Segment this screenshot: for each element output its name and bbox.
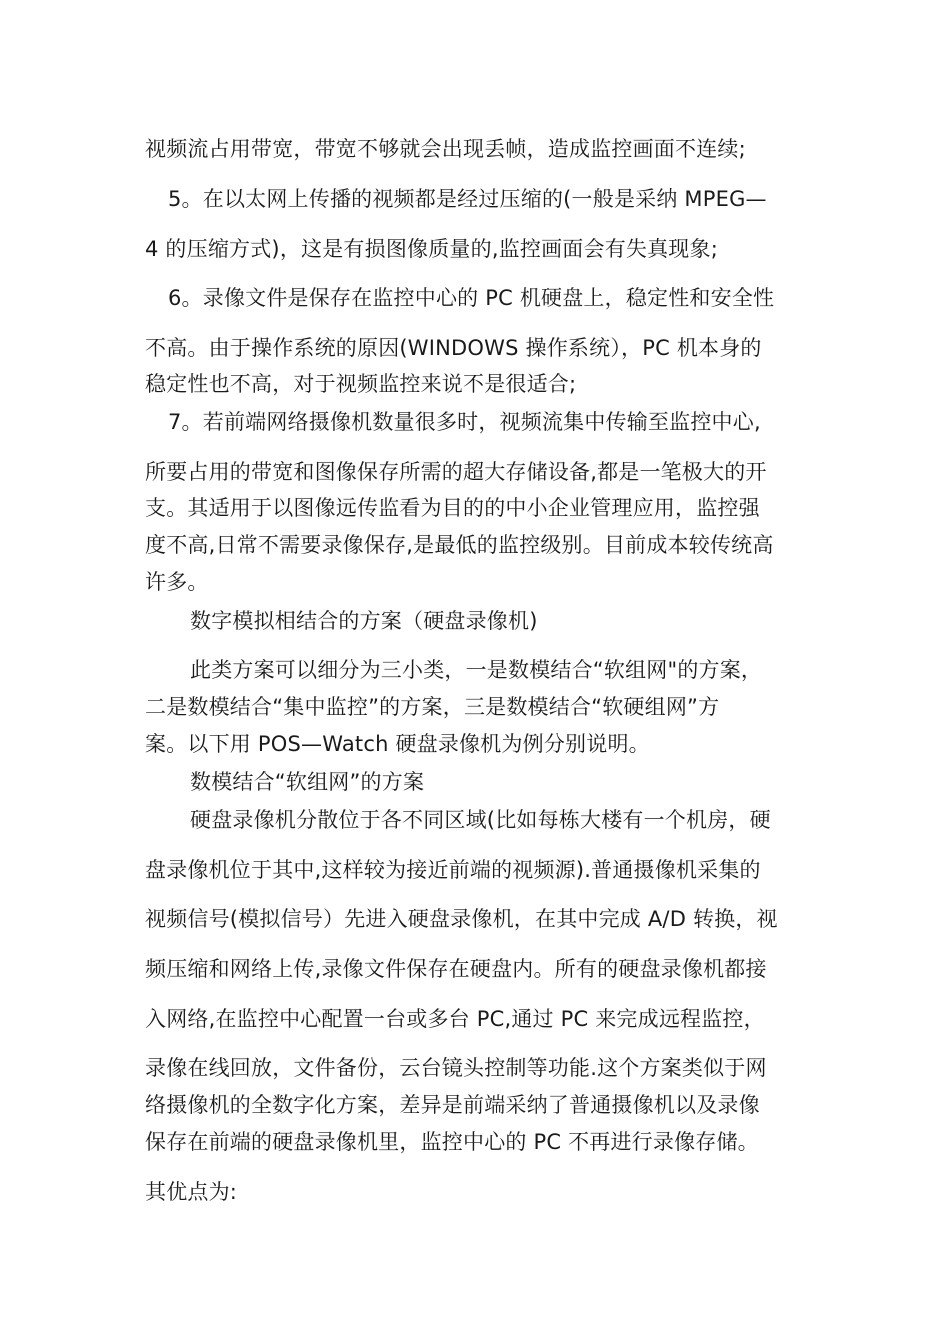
text-line: 络摄像机的全数字化方案，差异是前端采纳了普通摄像机以及录像 xyxy=(145,1093,760,1117)
list-item-6: 6。录像文件是保存在监控中心的 PC 机硬盘上，稳定性和安全性 xyxy=(168,286,775,310)
text-line: 保存在前端的硬盘录像机里，监控中心的 PC 不再进行录像存储。 xyxy=(145,1130,759,1154)
subsection-heading: 数模结合“软组网”的方案 xyxy=(190,770,425,794)
text-line: 案。以下用 POS—Watch 硬盘录像机为例分别说明。 xyxy=(145,732,650,756)
text-line: 不高。由于操作系统的原因(WINDOWS 操作系统），PC 机本身的 xyxy=(145,336,762,360)
text-line: 所要占用的带宽和图像保存所需的超大存储设备,都是一笔极大的开 xyxy=(145,460,767,484)
text-line: 许多。 xyxy=(145,570,209,594)
list-item-5: 5。在以太网上传播的视频都是经过压缩的(一般是采纳 MPEG— xyxy=(168,187,767,211)
text-line: 硬盘录像机分散位于各不同区域(比如每栋大楼有一个机房，硬 xyxy=(190,808,771,832)
section-heading: 数字模拟相结合的方案（硬盘录像机) xyxy=(190,609,538,633)
list-item-7: 7。若前端网络摄像机数量很多时，视频流集中传输至监控中心, xyxy=(168,410,761,434)
text-line: 入网络,在监控中心配置一台或多台 PC,通过 PC 来完成远程监控， xyxy=(145,1007,765,1031)
text-line: 4 的压缩方式)，这是有损图像质量的,监控画面会有失真现象; xyxy=(145,237,718,261)
text-line: 录像在线回放，文件备份，云台镜头控制等功能.这个方案类似于网 xyxy=(145,1056,767,1080)
text-line: 盘录像机位于其中,这样较为接近前端的视频源).普通摄像机采集的 xyxy=(145,858,761,882)
text-line: 二是数模结合“集中监控”的方案，三是数模结合“软硬组网”方 xyxy=(145,695,720,719)
text-line: 视频信号(模拟信号）先进入硬盘录像机，在其中完成 A/D 转换，视 xyxy=(145,907,778,931)
text-line: 度不高,日常不需要录像保存,是最低的监控级别。目前成本较传统高 xyxy=(145,533,774,557)
text-line: 频压缩和网络上传,录像文件保存在硬盘内。所有的硬盘录像机都接 xyxy=(145,957,767,981)
text-line: 视频流占用带宽，带宽不够就会出现丢帧，造成监控画面不连续; xyxy=(145,137,746,161)
text-line: 其优点为: xyxy=(145,1180,238,1204)
text-line: 稳定性也不高，对于视频监控来说不是很适合; xyxy=(145,372,577,396)
text-line: 支。其适用于以图像远传监看为目的的中小企业管理应用，监控强 xyxy=(145,496,760,520)
text-line: 此类方案可以细分为三小类，一是数模结合“软组网"的方案， xyxy=(190,658,763,682)
